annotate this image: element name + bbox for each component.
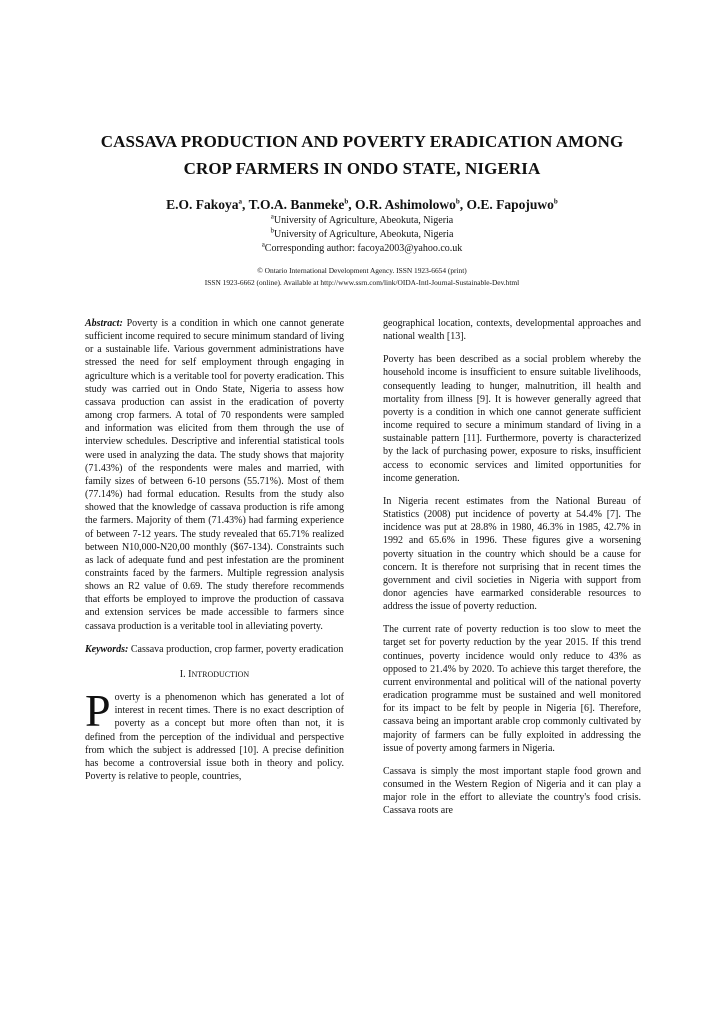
right-column bbox=[383, 317, 641, 827]
author-separator: , bbox=[348, 197, 355, 212]
affiliation-line bbox=[60, 214, 664, 228]
section-heading-rest: NTRODUCTION bbox=[191, 669, 250, 679]
intro-paragraph bbox=[85, 685, 344, 783]
abstract-text: Poverty is a condition in which one cannot generate sufficient income required to secure minimum standard of living or a sustainable life. Various government administrations have stressed the need for self employment through engaging in agriculture which is a veritable tool for poverty eradication. This study was carried out in Ondo State, Nigeria to assess how cassava production can assist in the eradication of poverty among crop farmers. A total of 70 respondents were sampled and information was elicited from them through the use of interview schedules. Descriptive and inferential statistical tools were used in analyzing the data. The study shows that majority (71.43%) of the respondents were males and married, with family sizes of between 6-10 persons (55.71%). Most of them (77.14%) had formal education. Results from the study also showed that the knowledge of cassava production is rife among the farmers. Majority of them (71.43%) had farming experience of between 7-12 years. The study revealed that 65.71% realized between N10,000-N20,00 monthly ($67-134). Constraints such as lack of adequate fund and pest infestation are the prominent constraints faced by the farmers. Multiple regression analysis shows an R2 value of 0.69. The study therefore recommends that efforts be employed to improve the production of cassava and extension services be made accessible to farmers since cassava production is a veritable tool in alleviating poverty. bbox=[85, 318, 345, 632]
paper-title bbox=[60, 128, 664, 182]
author-affiliation-mark: b bbox=[344, 197, 349, 206]
author-separator: , bbox=[459, 197, 467, 212]
abstract bbox=[85, 317, 344, 633]
body-paragraph: Cassava is simply the most important staple food grown and consumed in the Western Region of Nigeria and it can play a major role in the effort to alleviate the country's food crisis. Cassava roots are bbox=[383, 765, 641, 817]
author-name: T.O.A. Banmeke bbox=[248, 197, 345, 212]
author-affiliation-mark: b bbox=[553, 197, 558, 206]
affiliation-mark: b bbox=[270, 226, 275, 235]
intro-text: overty is a phenomenon which has generated a lot of interest in recent times. There is no exact description of poverty as a concept but more often than not, it is defined from the perception of the individual and perspective from which the subject is addressed [10]. A precise definition has become a controversial issue both in theory and policy. Poverty is relative to people, countries, bbox=[85, 692, 344, 782]
affiliation-text: University of Agriculture, Abeokuta, Nigeria bbox=[273, 215, 454, 226]
body-paragraph: In Nigeria recent estimates from the National Bureau of Statistics (2008) put incidence of poverty at 54.4% [7]. The incidence was put at 28.8% in 1980, 46.3% in 1985, 42.7% in 1992 and 65.6% in 1996. These figures give a worsening poverty situation in the country which should be a cause for concern. It is therefore not surprising that in recent times the government and civil societies in Nigeria with support from donor agencies have earmarked considerable resources to address the issue of poverty reduction. bbox=[383, 495, 641, 613]
affiliation-line bbox=[60, 228, 664, 242]
keywords-text: Cassava production, crop farmer, poverty eradication bbox=[130, 643, 344, 655]
corresponding-author bbox=[60, 242, 664, 256]
body-paragraph: The current rate of poverty reduction is too slow to meet the target set for poverty reduction by the year 2015. If this trend continues, poverty incidence would only reduce to 43% as opposed to 21.4% by 2020. To achieve this target therefore, the current environmental and political will of the national poverty eradication programme must be sustained and well monitored for its impact to be felt by people in Nigeria [6]. Therefore, cassava being an important arable crop commonly cultivated by majority of farmers can be fully exploited in addressing the issue of poverty among farmers in Nigeria. bbox=[383, 624, 641, 754]
author-list bbox=[60, 197, 664, 213]
abstract-label: Abstract: bbox=[85, 318, 123, 329]
author-name: O.E. Fapojuwo bbox=[466, 197, 554, 212]
keywords bbox=[85, 643, 344, 656]
body-paragraph: Poverty has been described as a social problem whereby the household income is insufficient to ensure suitable livelihoods, consequently leading to hunger, malnutrition, ill health and mortality from illness [9]. It is however generally agreed that poverty is a condition in which one cannot generate sufficient income required to secure a minimum standard of living in a sustainable pattern [11]. Furthermore, poverty is characterized by the lack of purchasing power, exposure to risks, insufficient access to economic services and limited opportunities for income generation. bbox=[383, 354, 641, 484]
title-line-1: CASSAVA PRODUCTION AND POVERTY ERADICATION AMONG bbox=[100, 132, 624, 151]
body-paragraph: geographical location, contexts, developmental approaches and national wealth [13]. bbox=[383, 318, 641, 343]
author-affiliation-mark: b bbox=[455, 197, 460, 206]
issn-line: ISSN 1923-6662 (online). Available at http://www.ssrn.com/link/OIDA-Intl-Journal-Sustainable-Dev.html bbox=[204, 278, 520, 287]
section-heading bbox=[85, 668, 344, 681]
affiliation-mark: a bbox=[270, 212, 274, 221]
author-affiliation-mark: a bbox=[238, 197, 243, 206]
corresponding-author-text: Corresponding author: facoya2003@yahoo.co.uk bbox=[264, 243, 463, 254]
affiliation-text: University of Agriculture, Abeokuta, Nigeria bbox=[274, 229, 454, 240]
affiliation-mark: a bbox=[261, 240, 265, 249]
title-line-2: CROP FARMERS IN ONDO STATE, NIGERIA bbox=[183, 159, 541, 178]
copyright-line: © Ontario International Development Agency. ISSN 1923-6654 (print) bbox=[257, 266, 467, 275]
author-separator: , bbox=[242, 197, 249, 212]
drop-cap: P bbox=[85, 685, 111, 737]
section-heading-lead: I. I bbox=[179, 668, 192, 680]
author-name: O.R. Ashimolowo bbox=[354, 197, 456, 212]
keywords-label: Keywords: bbox=[85, 643, 129, 655]
author-name: E.O. Fakoya bbox=[166, 197, 239, 212]
left-column bbox=[85, 317, 344, 793]
